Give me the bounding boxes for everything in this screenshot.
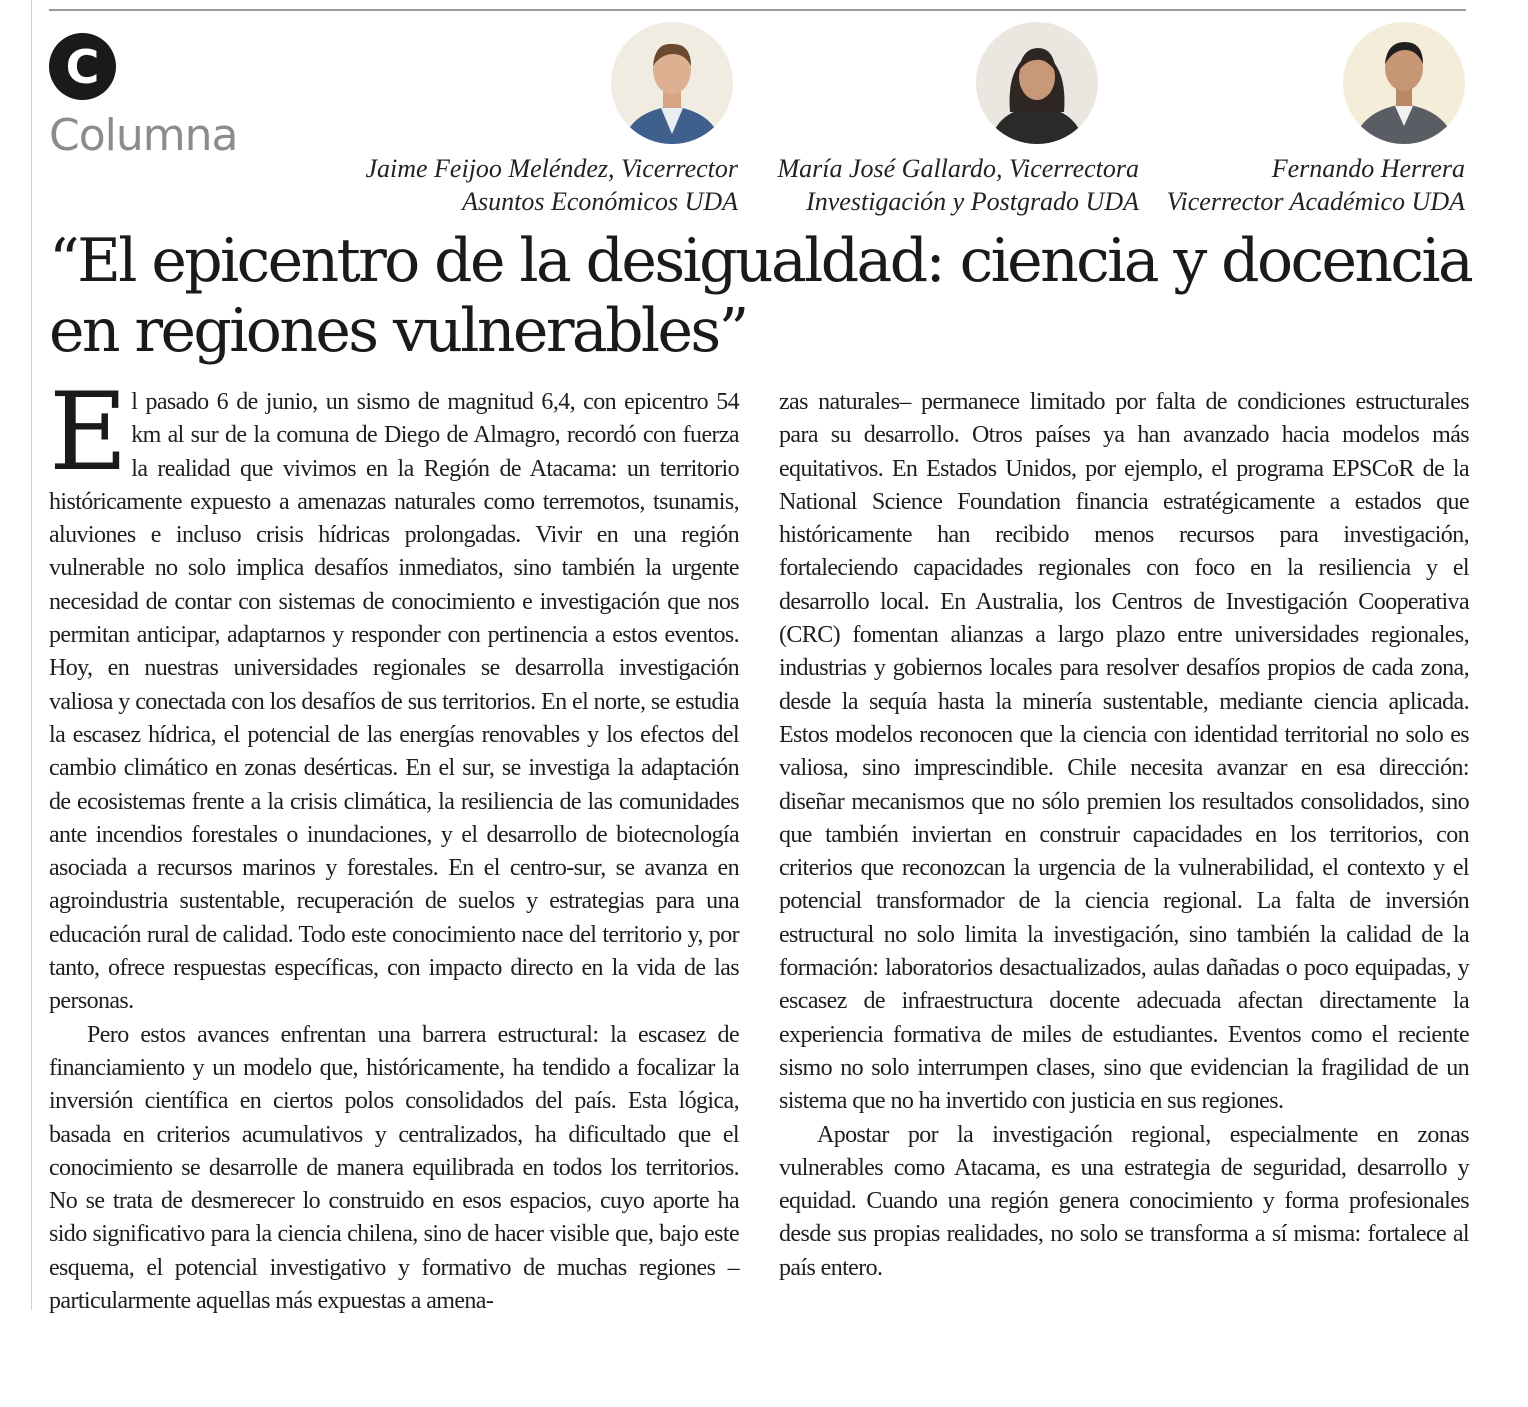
article-column-left [49,370,739,1318]
author-name-line: María José Gallardo, Vicerrectora [777,154,1139,183]
author-caption-fernando [1167,152,1465,218]
paragraph: Pero estos avances enfrentan una barrera estructural: la escasez de financiamiento y un modelo que, históricamente, ha tendido a focalizar la inversión científica en ciertos polos consolidados del país. Esta lógica, basada en criterios acumulativos y centralizados, ha dificultado que el conocimiento se desarrolle de manera equilibrada en todos los territorios. No se trata de desmerecer lo construido en esos espacios, cuyo aporte ha sido significativo para la ciencia chilena, sino de hacer visible que, bajo este esquema, el potencial investigativo y formativo de muchas regiones –particularmente aquellas más expuestas a amena- [49,1021,739,1315]
headline-line-1: “El epicentro de la desigualdad: ciencia y docencia [49,226,1472,296]
author-role-line: Vicerrector Académico UDA [1166,187,1465,216]
author-role-line: Investigación y Postgrado UDA [806,187,1139,216]
column-logo-icon: C [49,33,116,100]
author-photo-jaime [611,22,733,144]
article-headline [49,226,1479,366]
page-edge-line [31,0,32,1310]
author-role-line: Asuntos Económicos UDA [462,187,738,216]
author-name-line: Jaime Feijoo Meléndez, Vicerrector [365,154,738,183]
article-column-right [779,386,1469,1285]
author-photo-fernando [1343,22,1465,144]
paragraph: zas naturales– permanece limitado por falta de condiciones estructurales para su desarrollo. Otros países ya han avanzado hacia modelos más equitativos. En Estados Unidos, por ejemplo, el programa EPSCoR de la National Science Foundation financia estratégicamente a estados que históricamente han recibido menos recursos para investigación, fortaleciendo capacidades regionales con foco en la resiliencia y el desarrollo local. En Australia, los Centros de Investigación Cooperativa (CRC) fomentan alianzas a largo plazo entre universidades regionales, industrias y gobiernos locales para resolver desafíos propios de cada zona, desde la sequía hasta la minería sustentable, mediante ciencia aplicada. Estos modelos reconocen que la ciencia con identidad territorial no solo es valiosa, sino imprescindible. Chile necesita avanzar en esa dirección: diseñar mecanismos que no sólo premien los resultados consolidados, sino que también inviertan en construir capacidades en los territorios, con criterios que reconozcan la urgencia de la vulnerabilidad, el contexto y el potencial transformador de la ciencia regional. La falta de inversión estructural no solo limita la investigación, sino también la calidad de la formación: laboratorios desactualizados, aulas dañadas o poco equipadas, y escasez de infraestructura docente adecuada afectan directamente la experiencia formativa de miles de estudiantes. Eventos como el reciente sismo no solo interrumpen clases, sino que evidencian la fragilidad de un sistema que no ha invertido con justicia en sus regiones. [779,389,1469,1115]
section-label: Columna [49,110,238,161]
paragraph: Apostar por la investigación regional, especialmente en zonas vulnerables como Atacama, es una estrategia de seguridad, desarrollo y equidad. Cuando una región genera conocimiento y forma profesionales desde sus propias realidades, no solo se transforma a sí misma: fortalece al país entero. [779,1121,1469,1281]
author-name-line: Fernando Herrera [1271,154,1465,183]
top-divider [49,9,1466,11]
author-caption-maria [777,152,1139,218]
paragraph-text: l pasado 6 de junio, un sismo de magnitud 6,4, con epicentro 54 km al sur de la comuna de Diego de Almagro, recordó con fuerza la realidad que vivimos en la Región de Atacama: un territorio históricamente expuesto a amenazas naturales como terremotos, tsunamis, aluviones e incluso crisis hídricas prolongadas. Vivir en una región vulnerable no solo implica desafíos inmediatos, sino también la urgente necesidad de contar con sistemas de conocimiento e investigación que nos permitan anticipar, adaptarnos y responder con pertinencia a estos eventos. Hoy, en nuestras universidades regionales se desarrolla investigación valiosa y conectada con los desafíos de sus territorios. En el norte, se estudia la escasez hídrica, el potencial de las energías renovables y los efectos del cambio climático en zonas desérticas. En el sur, se investiga la adaptación de ecosistemas frente a la crisis climática, la resiliencia de las comunidades ante incendios forestales o inundaciones, y el desarrollo de biotecnología asociada a recursos marinos y forestales. En el centro-sur, se avanza en agroindustria sustentable, recuperación de suelos y estrategias para una educación rural de calidad. Todo este conocimiento nace del territorio y, por tanto, ofrece respuestas específicas, con impacto directo en la vida de las personas. [49,389,739,1015]
drop-cap: E [49,370,128,495]
headline-line-2: en regiones vulnerables” [49,296,747,366]
author-caption-jaime [365,152,738,218]
author-photo-maria [976,22,1098,144]
paragraph [49,370,739,1019]
